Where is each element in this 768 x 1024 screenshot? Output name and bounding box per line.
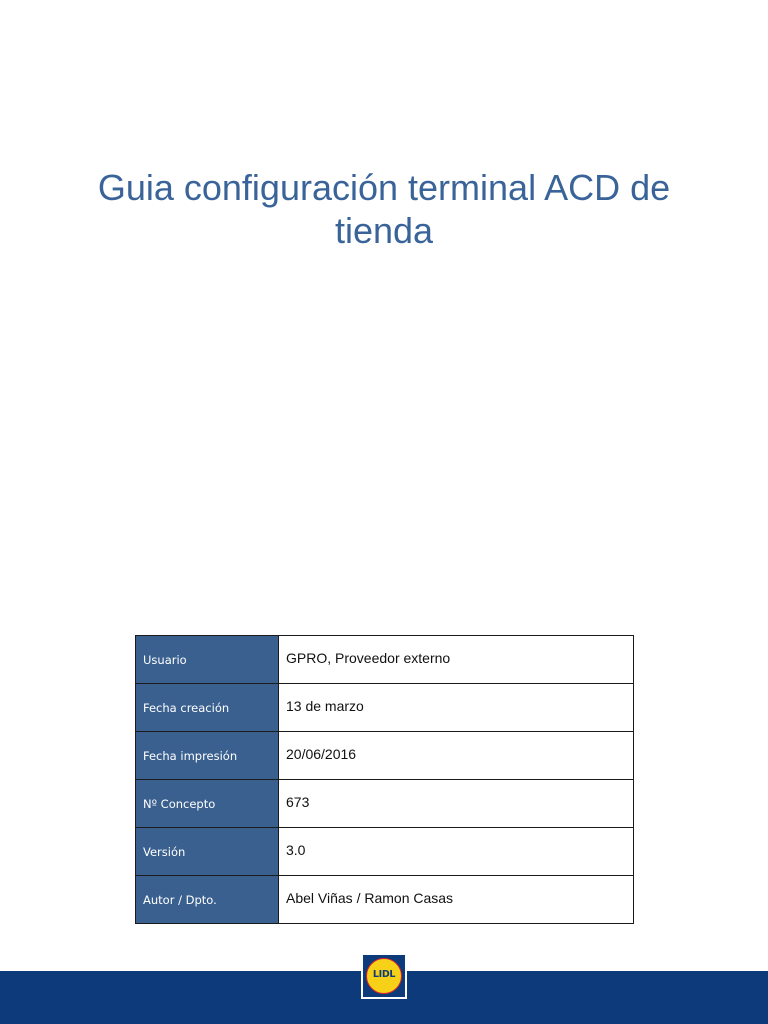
row-label: Versión bbox=[136, 828, 279, 876]
table-row bbox=[136, 876, 634, 924]
document-title: Guia configuración terminal ACD de tienda bbox=[97, 167, 671, 251]
row-value: GPRO, Proveedor externo bbox=[279, 636, 634, 684]
row-value: 673 bbox=[279, 780, 634, 828]
lidl-logo bbox=[361, 953, 407, 999]
row-value: 20/06/2016 bbox=[279, 732, 634, 780]
table-row bbox=[136, 780, 634, 828]
table-row bbox=[136, 732, 634, 780]
document-info-table bbox=[135, 635, 634, 924]
logo-background bbox=[363, 955, 405, 997]
row-label: Fecha impresión bbox=[136, 732, 279, 780]
row-value: Abel Viñas / Ramon Casas bbox=[279, 876, 634, 924]
row-label: Fecha creación bbox=[136, 684, 279, 732]
row-label: Nº Concepto bbox=[136, 780, 279, 828]
logo-text: LIDL bbox=[372, 969, 396, 980]
row-label: Autor / Dpto. bbox=[136, 876, 279, 924]
table-row bbox=[136, 636, 634, 684]
row-value: 13 de marzo bbox=[279, 684, 634, 732]
row-value: 3.0 bbox=[279, 828, 634, 876]
table-row bbox=[136, 684, 634, 732]
row-label: Usuario bbox=[136, 636, 279, 684]
table-row bbox=[136, 828, 634, 876]
logo-circle bbox=[366, 958, 402, 994]
